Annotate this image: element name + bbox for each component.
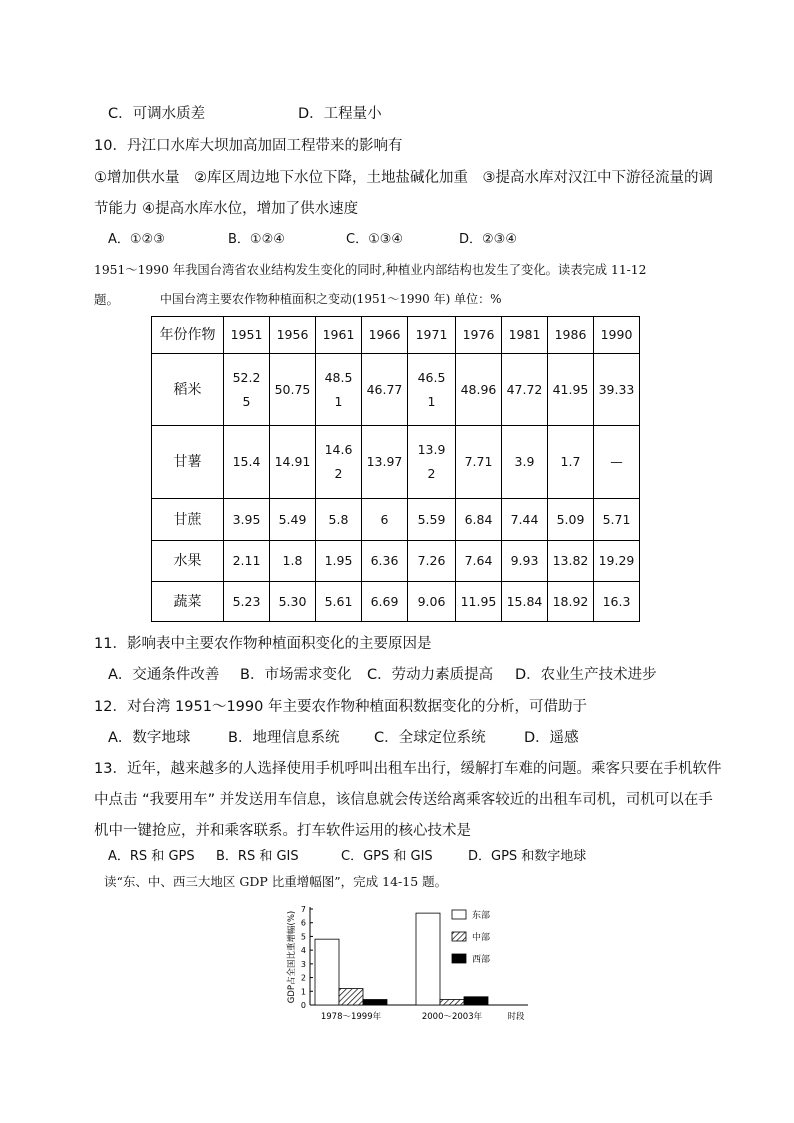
q11-option-c: C．劳动力素质提高 [367,667,494,683]
table-cell: 5.49 [270,499,316,541]
q10-stem: 10．丹江口水库大坝加高加固工程带来的影响有 [94,138,403,154]
table-title: 中国台湾主要农作物种植面积之变动(1951～1990 年) 单位：% [160,292,502,306]
year-header: 1981 [502,317,548,354]
chart-intro: 读“东、中、西三大地区 GDP 比重增幅图”，完成 14-15 题。 [104,874,448,889]
x-category-label: 2000～2003年 [421,1012,483,1022]
legend-label: 西部 [472,955,491,965]
q12-stem: 12．对台湾 1951～1990 年主要农作物种植面积数据变化的分析，可借助于 [94,699,587,715]
q10-items-line1: ①增加供水量 ②库区周边地下水位下降，土地盐碱化加重 ③提高水库对汉江中下游径流量的调 [94,170,713,186]
bar-西部 [464,997,488,1005]
table-cell: 14.62 [316,426,362,499]
table-cell: 16.3 [594,582,640,622]
table-cell: 46.77 [362,354,408,426]
table-cell: 3.95 [224,499,270,541]
table-cell: 18.92 [548,582,594,622]
q11-stem: 11．影响表中主要农作物种植面积变化的主要原因是 [94,636,432,652]
table-cell: 1.8 [270,541,316,582]
q11-option-b: B．市场需求变化 [240,667,352,683]
bar-西部 [363,1000,387,1005]
table-cell: 15.84 [502,582,548,622]
q11-option-a: A．交通条件改善 [108,667,220,683]
bar-中部 [339,989,363,1005]
table-row [152,541,640,582]
year-header: 1971 [408,317,456,354]
crop-name: 水果 [152,541,224,582]
year-header: 1951 [224,317,270,354]
y-tick-label: 3 [300,959,306,969]
q9-option-d: D．工程量小 [298,106,382,122]
bar-东部 [416,913,440,1005]
q13-option-a: A．RS 和 GPS [108,849,195,864]
y-tick-label: 6 [300,918,306,928]
table-cell: 41.95 [548,354,594,426]
crop-name: 甘薯 [152,426,224,499]
x-axis-label: 时段 [507,1012,525,1022]
table-cell: 13.92 [408,426,456,499]
q13-line3: 机中一键抢应，并和乘客联系。打车软件运用的核心技术是 [94,823,471,839]
table-cell: 9.93 [502,541,548,582]
y-tick-label: 0 [300,1001,306,1010]
table-header-row [152,317,640,354]
table-cell: 14.91 [270,426,316,499]
table-cell: 6.36 [362,541,408,582]
year-header: 1966 [362,317,408,354]
q13-option-c: C．GPS 和 GIS [341,849,433,864]
crop-name: 稻米 [152,354,224,426]
table-cell: 6 [362,499,408,541]
table-cell: 39.33 [594,354,640,426]
y-tick-label: 1 [300,987,306,997]
table-intro-line1: 1951～1990 年我国台湾省农业结构发生变化的同时,种植业内部结构也发生了变化。读表完成 11-12 [94,263,647,277]
q13-line1: 13．近年，越来越多的人选择使用手机呼叫出租车出行，缓解打车难的问题。乘客只要在手机软件 [94,761,722,777]
table-row [152,426,640,499]
legend-swatch [452,910,466,919]
table-cell: 7.44 [502,499,548,541]
table-cell: 19.29 [594,541,640,582]
table-cell: 5.59 [408,499,456,541]
table-cell: 11.95 [456,582,502,622]
q12-option-d: D．遥感 [524,730,579,746]
year-header: 1986 [548,317,594,354]
legend-swatch [452,932,466,941]
table-cell: 1.7 [548,426,594,499]
table-cell: 5.30 [270,582,316,622]
q12-option-c: C．全球定位系统 [374,730,486,746]
q13-line2: 中点击 “我要用车” 并发送用车信息，该信息就会传送给离乘客较近的出租车司机，司机可以在手 [94,792,713,808]
table-row [152,582,640,622]
table-cell: — [594,426,640,499]
table-cell: 48.96 [456,354,502,426]
q12-option-b: B．地理信息系统 [228,730,340,746]
y-tick-label: 5 [300,932,306,942]
table-cell: 7.64 [456,541,502,582]
q10-option-a: A．①②③ [108,232,165,247]
year-header: 1961 [316,317,362,354]
y-tick-label: 7 [300,905,306,914]
table-cell: 9.06 [408,582,456,622]
y-tick-label: 2 [300,973,306,983]
table-cell: 13.97 [362,426,408,499]
year-header: 1976 [456,317,502,354]
legend-label: 东部 [472,911,491,921]
table-cell: 1.95 [316,541,362,582]
q9-option-c: C．可调水质差 [108,106,206,122]
table-cell: 5.09 [548,499,594,541]
table-cell: 7.71 [456,426,502,499]
table-cell: 3.9 [502,426,548,499]
table-cell: 5.61 [316,582,362,622]
table-cell: 46.51 [408,354,456,426]
table-cell: 7.26 [408,541,456,582]
q10-option-c: C．①③④ [346,232,404,247]
bar-中部 [440,1000,464,1005]
table-row [152,499,640,541]
table-cell: 48.51 [316,354,362,426]
table-cell: 6.69 [362,582,408,622]
q13-option-b: B．RS 和 GIS [216,849,299,864]
legend-label: 中部 [472,933,491,943]
table-cell: 2.11 [224,541,270,582]
q13-option-d: D．GPS 和数字地球 [468,849,587,864]
table-row [152,354,640,426]
table-cell: 47.72 [502,354,548,426]
table-header-label: 年份作物 [152,317,224,354]
legend-swatch [452,954,466,963]
year-header: 1990 [594,317,640,354]
table-cell: 50.75 [270,354,316,426]
table-cell: 52.25 [224,354,270,426]
gdp-share-bar-chart [270,895,540,1027]
crop-name: 蔬菜 [152,582,224,622]
table-cell: 5.8 [316,499,362,541]
table-cell: 6.84 [456,499,502,541]
table-cell: 5.23 [224,582,270,622]
x-category-label: 1978～1999年 [320,1012,382,1022]
bar-东部 [315,939,339,1005]
table-cell: 15.4 [224,426,270,499]
table-cell: 13.82 [548,541,594,582]
year-header: 1956 [270,317,316,354]
y-axis-label: GDP占全国比重增幅(%) [287,910,297,1004]
q10-items-line2: 节能力 ④提高水库水位，增加了供水速度 [94,201,359,217]
q11-option-d: D．农业生产技术进步 [515,667,657,683]
table-intro-line2: 题。 [94,292,120,307]
crop-name: 甘蔗 [152,499,224,541]
q12-option-a: A．数字地球 [108,730,191,746]
q10-option-d: D．②③④ [459,232,517,247]
table-cell: 5.71 [594,499,640,541]
y-tick-label: 4 [300,946,306,956]
crop-area-table [151,316,640,622]
q10-option-b: B．①②④ [228,232,285,247]
